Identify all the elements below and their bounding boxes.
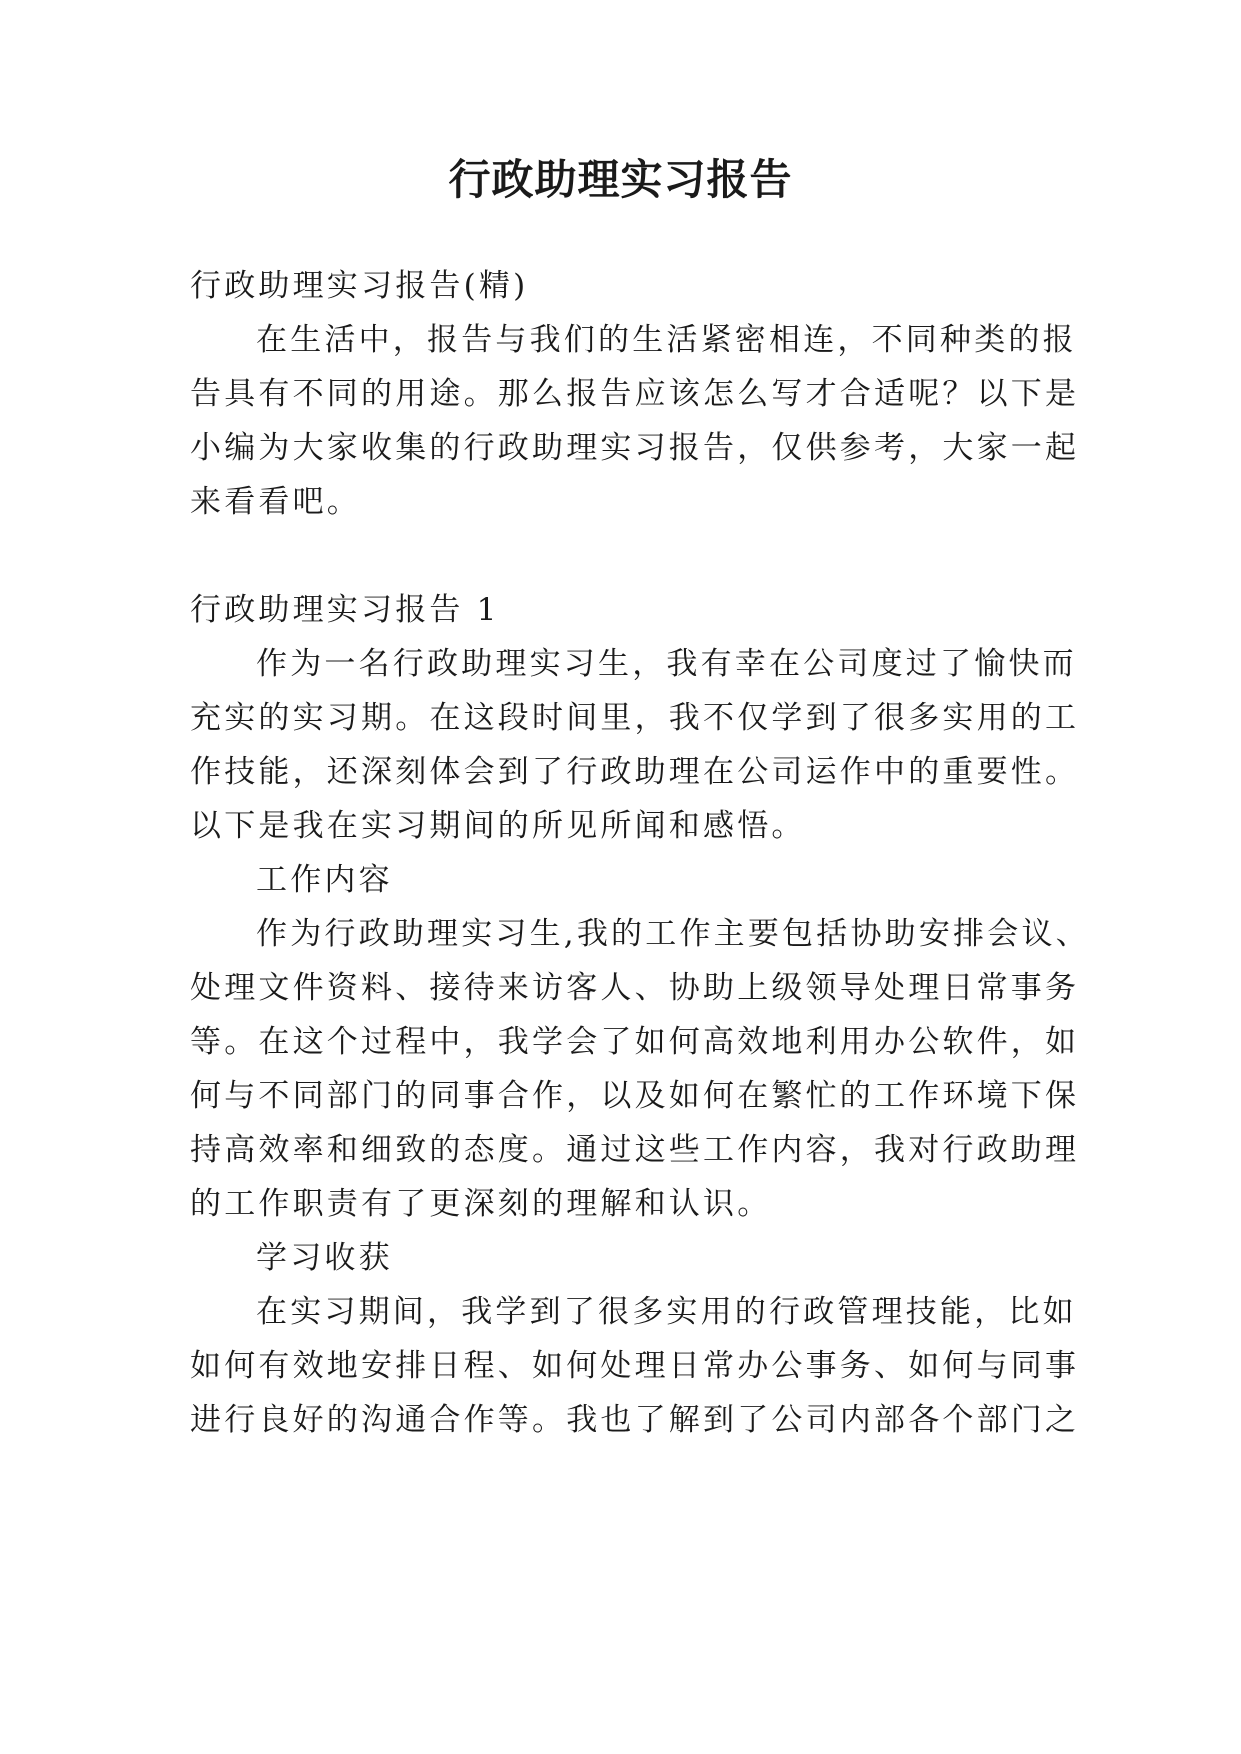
paragraph-line: 在生活中，报告与我们的生活紧密相连，不同种类的报 — [256, 322, 1077, 358]
paragraph-line: 作技能，还深刻体会到了行政助理在公司运作中的重要性。 — [190, 754, 1080, 790]
blank-line — [190, 529, 1050, 583]
paragraph-line: 等。在这个过程中，我学会了如何高效地利用办公软件，如 — [190, 1024, 1080, 1060]
paragraph-line: 告具有不同的用途。那么报告应该怎么写才合适呢？以下是 — [190, 376, 1080, 412]
subtitle-line: 行政助理实习报告(精) — [190, 268, 529, 304]
section-heading: 行政助理实习报告 1 — [190, 592, 500, 628]
paragraph-line: 作为行政助理实习生,我的工作主要包括协助安排会议、 — [256, 916, 1090, 952]
paragraph-line: 来看看吧。 — [190, 484, 361, 520]
paragraph-line: 的工作职责有了更深刻的理解和认识。 — [190, 1186, 772, 1222]
paragraph-line: 小编为大家收集的行政助理实习报告，仅供参考，大家一起 — [190, 430, 1080, 466]
document-title: 行政助理实习报告 — [448, 155, 793, 204]
subheading-work-content: 工作内容 — [256, 862, 393, 898]
paragraph-line: 何与不同部门的同事合作，以及如何在繁忙的工作环境下保 — [190, 1078, 1080, 1114]
paragraph-line: 处理文件资料、接待来访客人、协助上级领导处理日常事务 — [190, 970, 1080, 1006]
paragraph-line: 以下是我在实习期间的所见所闻和感悟。 — [190, 808, 806, 844]
subheading-learning: 学习收获 — [256, 1240, 393, 1276]
document-body — [190, 259, 1090, 1447]
paragraph-line: 作为一名行政助理实习生，我有幸在公司度过了愉快而 — [256, 646, 1077, 682]
paragraph-line: 进行良好的沟通合作等。我也了解到了公司内部各个部门之 — [190, 1402, 1080, 1438]
paragraph-line: 持高效率和细致的态度。通过这些工作内容，我对行政助理 — [190, 1132, 1080, 1168]
paragraph-line: 在实习期间，我学到了很多实用的行政管理技能，比如 — [256, 1294, 1077, 1330]
paragraph-line: 如何有效地安排日程、如何处理日常办公事务、如何与同事 — [190, 1348, 1080, 1384]
paragraph-line: 充实的实习期。在这段时间里，我不仅学到了很多实用的工 — [190, 700, 1080, 736]
